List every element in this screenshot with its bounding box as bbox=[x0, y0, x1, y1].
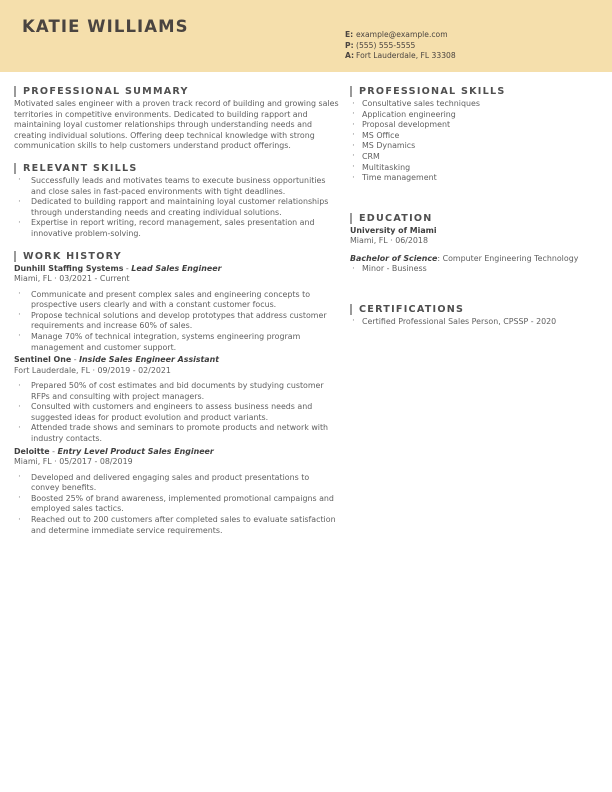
education-meta: Miami, FL · 06/2018 bbox=[350, 236, 428, 246]
contact-row-phone bbox=[345, 41, 456, 52]
education-degree-field: : Computer Engineering Technology bbox=[437, 253, 579, 263]
list-item: · Consultative sales techniques bbox=[350, 99, 602, 110]
section-heading bbox=[14, 86, 340, 97]
work-history-entry bbox=[14, 355, 340, 445]
section-accent-bar-icon bbox=[350, 213, 352, 224]
relevant-skills-list bbox=[14, 176, 340, 240]
list-item: · CRM bbox=[350, 152, 602, 163]
job-role: Lead Sales Engineer bbox=[131, 263, 222, 273]
professional-skills-list bbox=[350, 99, 602, 184]
contact-block bbox=[345, 30, 456, 62]
section-title-certifications: CERTIFICATIONS bbox=[359, 303, 465, 315]
job-bullets bbox=[14, 381, 340, 445]
spacer bbox=[350, 286, 602, 304]
list-item: · Time management bbox=[350, 173, 602, 184]
section-title-professional-summary: PROFESSIONAL SUMMARY bbox=[23, 86, 189, 97]
section-professional-skills bbox=[350, 86, 602, 184]
certifications-list bbox=[350, 317, 602, 328]
section-professional-summary bbox=[14, 86, 340, 152]
list-item: · Successfully leads and motivates teams to execute business opportunities and close sales in fast-paced environments with tight deadlines. bbox=[14, 176, 340, 197]
job-separator: - bbox=[123, 263, 132, 273]
contact-row-email bbox=[345, 30, 456, 41]
work-history-entry bbox=[14, 447, 340, 537]
section-education bbox=[350, 213, 602, 275]
education-degree-label: Bachelor of Science bbox=[350, 253, 438, 263]
list-item: · Consulted with customers and engineers to assess business needs and suggested ideas for product evolution and product variants. bbox=[14, 402, 340, 423]
job-company: Dunhill Staffing Systems bbox=[14, 263, 124, 273]
job-separator: - bbox=[49, 446, 58, 456]
list-item: · Proposal development bbox=[350, 120, 602, 131]
job-role: Inside Sales Engineer Assistant bbox=[79, 355, 220, 365]
list-item: · MS Office bbox=[350, 131, 602, 142]
contact-email[interactable]: example@example.com bbox=[356, 30, 448, 39]
section-title-education: EDUCATION bbox=[359, 212, 433, 224]
work-history-entry bbox=[14, 264, 340, 354]
section-relevant-skills bbox=[14, 163, 340, 240]
job-separator: - bbox=[71, 355, 80, 365]
contact-row-address bbox=[345, 51, 456, 62]
job-meta: Miami, FL · 03/2021 - Current bbox=[14, 273, 130, 283]
job-bullets bbox=[14, 473, 340, 537]
section-heading bbox=[350, 304, 602, 315]
list-item: · Dedicated to building rapport and maintaining loyal customer relationships through understanding needs and creating individual solutions. bbox=[14, 197, 340, 218]
contact-phone[interactable]: (555) 555-5555 bbox=[356, 40, 416, 50]
left-column bbox=[14, 86, 340, 547]
job-role: Entry Level Product Sales Engineer bbox=[57, 446, 214, 456]
list-item: · MS Dynamics bbox=[350, 141, 602, 152]
section-accent-bar-icon bbox=[350, 304, 352, 315]
education-school: University of Miami bbox=[350, 225, 437, 235]
list-item: · Certified Professional Sales Person, CPSSP - 2020 bbox=[350, 317, 602, 328]
list-item: · Communicate and present complex sales and engineering concepts to prospective users clearly and with a constant customer focus. bbox=[14, 290, 340, 311]
contact-address: Fort Lauderdale, FL 33308 bbox=[356, 51, 456, 61]
section-title-relevant-skills: RELEVANT SKILLS bbox=[23, 162, 138, 174]
email-icon: E: bbox=[345, 30, 354, 39]
list-item: · Developed and delivered engaging sales and product presentations to convey benefits. bbox=[14, 473, 340, 494]
section-heading bbox=[350, 86, 602, 97]
spacer bbox=[350, 195, 602, 213]
list-item: · Reached out to 200 customers after completed sales to evaluate satisfaction and determine immediate service requirements. bbox=[14, 515, 340, 536]
section-heading bbox=[14, 251, 340, 262]
list-item: · Prepared 50% of cost estimates and bid documents by studying customer RFPs and consulting with project managers. bbox=[14, 381, 340, 402]
job-company: Deloitte bbox=[14, 446, 50, 456]
section-title-professional-skills: PROFESSIONAL SKILLS bbox=[359, 86, 506, 97]
job-meta: Fort Lauderdale, FL · 09/2019 - 02/2021 bbox=[14, 365, 171, 375]
address-icon: A: bbox=[345, 51, 355, 61]
professional-summary-text: Motivated sales engineer with a proven track record of building and growing sales territories in competitive environments. Dedicated to building rapport and maintaining loyal customer relationships through understanding needs and creating individual solutions. Offering deep technical knowledge with strong communication skills to help customers understand product offerings. bbox=[14, 99, 339, 151]
section-accent-bar-icon bbox=[14, 163, 16, 174]
section-accent-bar-icon bbox=[14, 86, 16, 97]
job-title-line bbox=[14, 264, 340, 274]
education-extras-list bbox=[350, 264, 602, 275]
section-title-work-history: WORK HISTORY bbox=[23, 250, 122, 262]
section-accent-bar-icon bbox=[14, 251, 16, 262]
list-item: · Application engineering bbox=[350, 110, 602, 121]
section-work-history bbox=[14, 251, 340, 537]
job-title-line bbox=[14, 355, 340, 365]
list-item: · Manage 70% of technical integration, systems engineering program management and customer support. bbox=[14, 332, 340, 353]
candidate-name: KATIE WILLIAMS bbox=[22, 17, 189, 36]
list-item: · Minor - Business bbox=[350, 264, 602, 275]
list-item: · Multitasking bbox=[350, 163, 602, 174]
right-column bbox=[350, 86, 602, 339]
list-item: · Propose technical solutions and develop prototypes that address customer requirements and increase 60% of sales. bbox=[14, 311, 340, 332]
job-bullets bbox=[14, 290, 340, 354]
job-meta: Miami, FL · 05/2017 - 08/2019 bbox=[14, 457, 133, 467]
job-title-line bbox=[14, 447, 340, 457]
list-item: · Attended trade shows and seminars to promote products and network with industry contacts. bbox=[14, 423, 340, 444]
list-item: · Boosted 25% of brand awareness, implemented promotional campaigns and employed sales tactics. bbox=[14, 494, 340, 515]
section-certifications bbox=[350, 304, 602, 328]
list-item: · Expertise in report writing, record management, sales presentation and innovative problem-solving. bbox=[14, 218, 340, 239]
education-degree bbox=[350, 254, 602, 265]
section-accent-bar-icon bbox=[350, 86, 352, 97]
phone-icon: P: bbox=[345, 40, 354, 50]
resume-header bbox=[0, 0, 612, 72]
job-company: Sentinel One bbox=[14, 355, 72, 365]
section-heading bbox=[14, 163, 340, 174]
section-heading bbox=[350, 213, 602, 224]
